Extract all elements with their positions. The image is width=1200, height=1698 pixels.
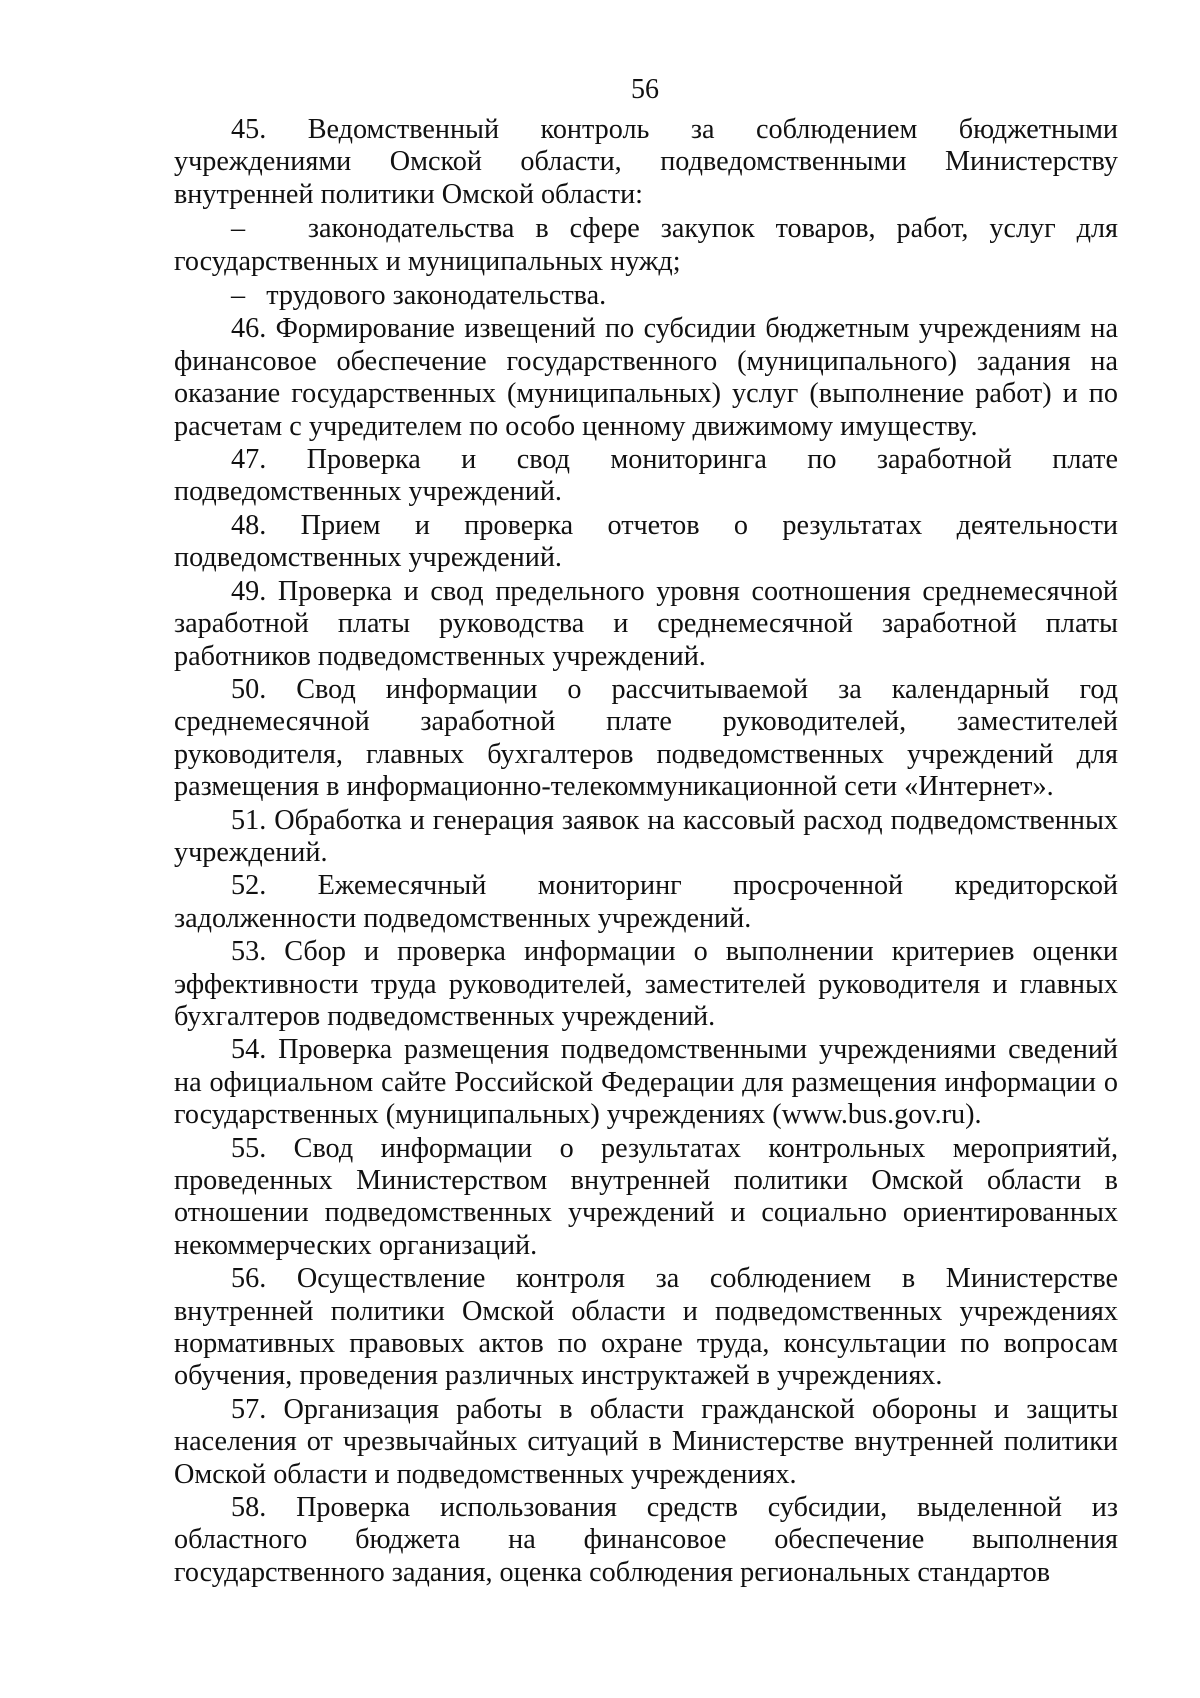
list-item (174, 674, 1118, 804)
item-text: Проверка размещения подведомственными учреждениями сведений на официальном сайте Российской Федерации для размещения информации о государственных (муниципальных) учреждениях (www.bus.gov.ru). (174, 1034, 1119, 1131)
list-item (174, 444, 1118, 509)
item-number: 52. (231, 870, 267, 902)
item-text: Организация работы в области гражданской обороны и защиты населения от чрезвычайных ситуаций в Министерстве внутренней политики Омской области и подведомственных учреждениях. (174, 1393, 1119, 1490)
item-text: Формирование извещений по субсидии бюджетным учреждениям на финансовое обеспечение государственного (муниципального) задания на оказание государственных (муниципальных) услуг (выполнение работ) и по расчетам с учредителем по особо ценному движимому имуществу. (174, 313, 1118, 442)
item-number: 48. (231, 509, 267, 541)
list-item (174, 936, 1118, 1033)
item-bullet: – (231, 280, 246, 312)
item-number: 58. (231, 1492, 267, 1524)
item-number: 51. (231, 804, 267, 836)
item-text: Обработка и генерация заявок на кассовый расход подведомственных учреждений. (174, 804, 1118, 868)
item-text: Осуществление контроля за соблюдением в Министерстве внутренней политики Омской области и подведомственных учреждениях нормативных правовых актов по охране труда, консультации по вопросам обучения, проведения различных инструктажей в учреждениях. (174, 1263, 1119, 1392)
list-item (174, 576, 1118, 673)
item-text: Прием и проверка отчетов о результатах деятельности подведомственных учреждений. (174, 509, 1118, 574)
item-text: Проверка и свод мониторинга по заработной плате подведомственных учреждений. (174, 444, 1119, 508)
item-text: Свод информации о рассчитываемой за календарный год среднемесячной заработной плате руководителей, заместителей руководителя, главных бухгалтеров подведомственных учреждений для размещения в информационно-телекоммуникационной сети «Интернет». (174, 673, 1118, 803)
item-number: 56. (231, 1263, 267, 1295)
list-item (174, 870, 1118, 935)
item-text: Сбор и проверка информации о выполнении критериев оценки эффективности труда руководителей, заместителей руководителя и главных бухгалтеров подведомственных учреждений. (174, 936, 1119, 1032)
list-item (174, 280, 1118, 312)
page-number: 56 (631, 74, 659, 105)
item-bullet: – (231, 213, 246, 245)
item-number: 54. (231, 1034, 267, 1066)
list-item (174, 1034, 1118, 1131)
list-item (174, 313, 1118, 443)
item-text: законодательства в сфере закупок товаров, работ, услуг для государственных и муниципальных нужд; (174, 213, 1119, 277)
item-text: Ежемесячный мониторинг просроченной кредиторской задолженности подведомственных учреждений. (174, 870, 1118, 934)
list-item (174, 510, 1118, 575)
item-text: Проверка использования средств субсидии, выделенной из областного бюджета на финансовое обеспечение выполнения государственного задания, оценка соблюдения региональных стандартов (174, 1492, 1119, 1588)
document-body (174, 114, 1118, 1589)
item-text: трудового законодательства. (266, 280, 607, 312)
item-number: 45. (231, 114, 267, 145)
list-item (174, 114, 1118, 211)
item-number: 47. (231, 444, 267, 476)
item-number: 57. (231, 1393, 267, 1425)
list-item (174, 1492, 1118, 1589)
item-text: Ведомственный контроль за соблюдением бюджетными учреждениями Омской области, подведомственными Министерству внутренней политики Омской области: (174, 114, 1118, 210)
item-text: Свод информации о результатах контрольных мероприятий, проведенных Министерством внутренней политики Омской области в отношении подведомственных учреждений и социально ориентированных некоммерческих организаций. (174, 1132, 1119, 1261)
item-number: 46. (231, 313, 267, 345)
item-number: 49. (231, 575, 267, 607)
list-item (174, 213, 1118, 278)
item-number: 53. (231, 936, 267, 968)
list-item (174, 805, 1118, 870)
item-text: Проверка и свод предельного уровня соотношения среднемесячной заработной платы руководства и среднемесячной заработной платы работников подведомственных учреждений. (174, 575, 1119, 672)
item-number: 50. (231, 673, 267, 705)
list-item (174, 1263, 1118, 1393)
item-number: 55. (231, 1132, 267, 1164)
list-item (174, 1133, 1118, 1263)
list-item (174, 1394, 1118, 1491)
